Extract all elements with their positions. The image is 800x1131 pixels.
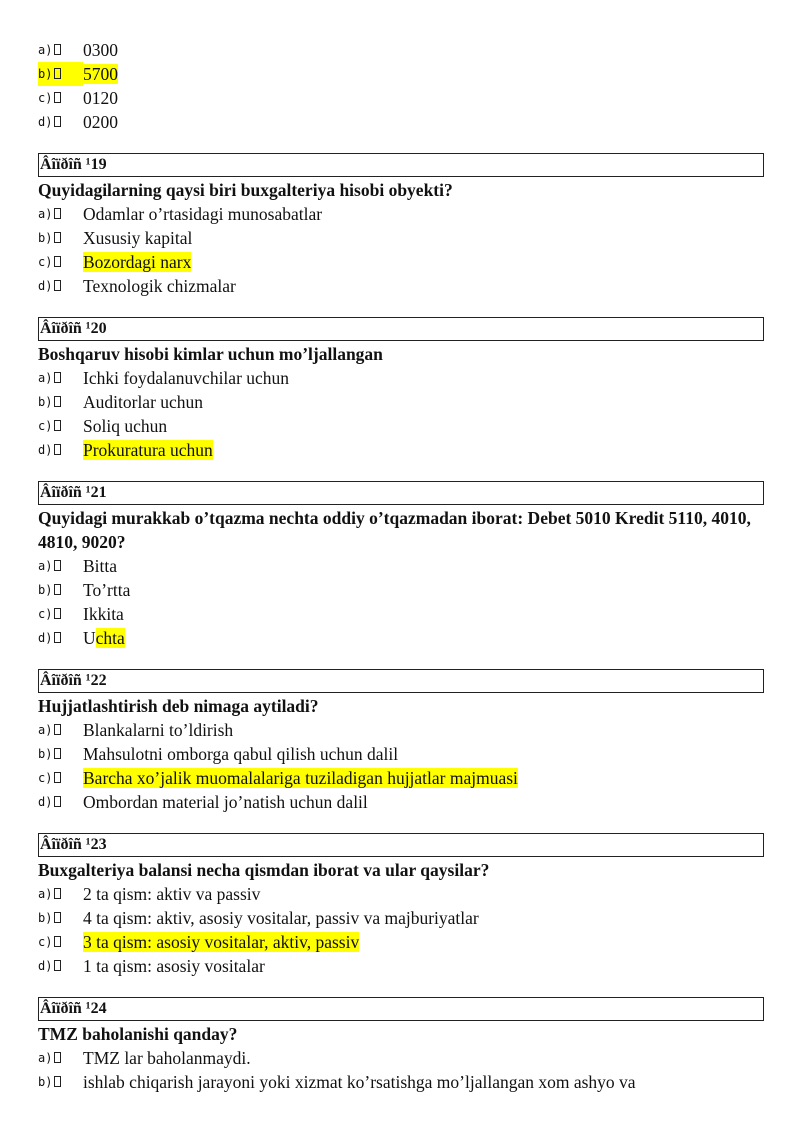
option-text: ishlab chiqarish jarayoni yoki xizmat ko’rsatishga mo’ljallangan xom ashyo va (83, 1072, 636, 1092)
option-b (38, 1070, 764, 1094)
option-marker: a) (38, 559, 53, 573)
checkbox-icon (54, 1076, 61, 1087)
checkbox-icon (54, 608, 61, 619)
question-header: Âîïðîñ ¹20 (38, 317, 764, 341)
question-text: Quyidagilarning qaysi biri buxgalteriya hisobi obyekti? (38, 180, 453, 200)
question-text: Boshqaruv hisobi kimlar uchun mo’ljallangan (38, 344, 383, 364)
question-header: Âîïðîñ ¹23 (38, 833, 764, 857)
option-text: 1 ta qism: asosiy vositalar (83, 956, 265, 976)
checkbox-icon (54, 280, 61, 291)
option-marker: a) (38, 1051, 53, 1065)
option-marker: d) (38, 631, 53, 645)
checkbox-icon (54, 960, 61, 971)
option-text: TMZ lar baholanmaydi. (83, 1048, 251, 1068)
option-marker: d) (38, 795, 53, 809)
option-text: 4 ta qism: aktiv, asosiy vositalar, passiv va majburiyatlar (83, 908, 479, 928)
option-marker: b) (38, 747, 53, 761)
option-text: 0300 (83, 40, 118, 60)
option-text-prefix: U (83, 628, 96, 648)
question-22 (38, 669, 764, 814)
option-a (38, 718, 764, 742)
question-header: Âîïðîñ ¹22 (38, 669, 764, 693)
checkbox-icon (54, 92, 61, 103)
option-b (38, 742, 764, 766)
option-marker: a) (38, 43, 53, 57)
checkbox-icon (54, 584, 61, 595)
question-text: Quyidagi murakkab o’tqazma nechta oddiy o’tqazmadan iborat: Debet 5010 Kredit 5110, 4010, 4810, 9020? (38, 508, 751, 552)
option-b (38, 390, 764, 414)
question-23 (38, 833, 764, 978)
option-d (38, 790, 764, 814)
option-marker: d) (38, 279, 53, 293)
option-marker: a) (38, 723, 53, 737)
checkbox-icon (54, 68, 61, 79)
checkbox-icon (54, 116, 61, 127)
option-text: Bitta (83, 556, 118, 576)
checkbox-icon (54, 888, 61, 899)
option-text: Odamlar o’rtasidagi munosabatlar (83, 204, 323, 224)
question-text: TMZ baholanishi qanday? (38, 1024, 238, 1044)
option-text: Texnologik chizmalar (83, 276, 236, 296)
option-c (38, 86, 764, 110)
question-text: Hujjatlashtirish deb nimaga aytiladi? (38, 696, 319, 716)
checkbox-icon (54, 444, 61, 455)
question-header: Âîïðîñ ¹19 (38, 153, 764, 177)
option-marker: c) (38, 91, 53, 105)
option-text: Mahsulotni omborga qabul qilish uchun dalil (83, 744, 399, 764)
option-d (38, 954, 764, 978)
checkbox-icon (54, 796, 61, 807)
option-marker: c) (38, 771, 53, 785)
question-24 (38, 997, 764, 1094)
option-marker: b) (38, 583, 53, 597)
checkbox-icon (54, 772, 61, 783)
option-a (38, 366, 764, 390)
question-20 (38, 317, 764, 462)
option-text-highlighted: Barcha xo’jalik muomalalariga tuziladigan hujjatlar majmuasi (83, 768, 518, 788)
option-marker: b) (38, 67, 53, 81)
checkbox-icon (54, 560, 61, 571)
checkbox-icon (54, 748, 61, 759)
option-c (38, 930, 764, 954)
checkbox-icon (54, 632, 61, 643)
checkbox-icon (54, 724, 61, 735)
checkbox-icon (54, 936, 61, 947)
checkbox-icon (54, 256, 61, 267)
option-c (38, 414, 764, 438)
option-text: Auditorlar uchun (83, 392, 204, 412)
option-text-highlighted: 3 ta qism: asosiy vositalar, aktiv, passiv (83, 932, 360, 952)
option-text: To’rtta (83, 580, 131, 600)
option-text: 0120 (83, 88, 118, 108)
option-text: 2 ta qism: aktiv va passiv (83, 884, 261, 904)
checkbox-icon (54, 912, 61, 923)
option-marker: a) (38, 371, 53, 385)
option-d (38, 626, 764, 650)
option-marker: b) (38, 231, 53, 245)
option-text-highlighted: chta (95, 628, 125, 648)
option-a (38, 38, 764, 62)
checkbox-icon (54, 420, 61, 431)
option-c (38, 250, 764, 274)
option-text-highlighted: Bozordagi narx (83, 252, 192, 272)
checkbox-icon (54, 372, 61, 383)
option-marker: c) (38, 607, 53, 621)
option-text: Xususiy kapital (83, 228, 193, 248)
option-a (38, 1046, 764, 1070)
document-page (38, 38, 764, 1094)
option-b (38, 906, 764, 930)
option-marker: a) (38, 887, 53, 901)
checkbox-icon (54, 396, 61, 407)
option-text: Ombordan material jo’natish uchun dalil (83, 792, 368, 812)
option-marker: a) (38, 207, 53, 221)
question-18-options (38, 38, 764, 134)
checkbox-icon (54, 232, 61, 243)
option-marker: d) (38, 115, 53, 129)
option-marker: c) (38, 935, 53, 949)
checkbox-icon (54, 44, 61, 55)
checkbox-icon (54, 208, 61, 219)
option-a (38, 882, 764, 906)
option-marker: c) (38, 255, 53, 269)
option-d (38, 438, 764, 462)
option-c (38, 766, 764, 790)
question-header: Âîïðîñ ¹21 (38, 481, 764, 505)
option-text-highlighted: Prokuratura uchun (83, 440, 213, 460)
option-marker: d) (38, 959, 53, 973)
question-text: Buxgalteriya balansi necha qismdan iborat va ular qaysilar? (38, 860, 490, 880)
option-b (38, 226, 764, 250)
option-text: Ichki foydalanuvchilar uchun (83, 368, 290, 388)
option-marker: b) (38, 911, 53, 925)
option-text: 0200 (83, 112, 118, 132)
option-marker: b) (38, 1075, 53, 1089)
option-a (38, 202, 764, 226)
question-21 (38, 481, 764, 650)
option-marker: b) (38, 395, 53, 409)
option-d (38, 110, 764, 134)
option-d (38, 274, 764, 298)
option-text: Blankalarni to’ldirish (83, 720, 234, 740)
option-marker: c) (38, 419, 53, 433)
option-text: Ikkita (83, 604, 124, 624)
option-b (38, 62, 764, 86)
question-19 (38, 153, 764, 298)
option-text: Soliq uchun (83, 416, 168, 436)
option-text-highlighted: 5700 (83, 64, 118, 84)
option-marker: d) (38, 443, 53, 457)
option-b (38, 578, 764, 602)
option-c (38, 602, 764, 626)
checkbox-icon (54, 1052, 61, 1063)
question-header: Âîïðîñ ¹24 (38, 997, 764, 1021)
option-a (38, 554, 764, 578)
